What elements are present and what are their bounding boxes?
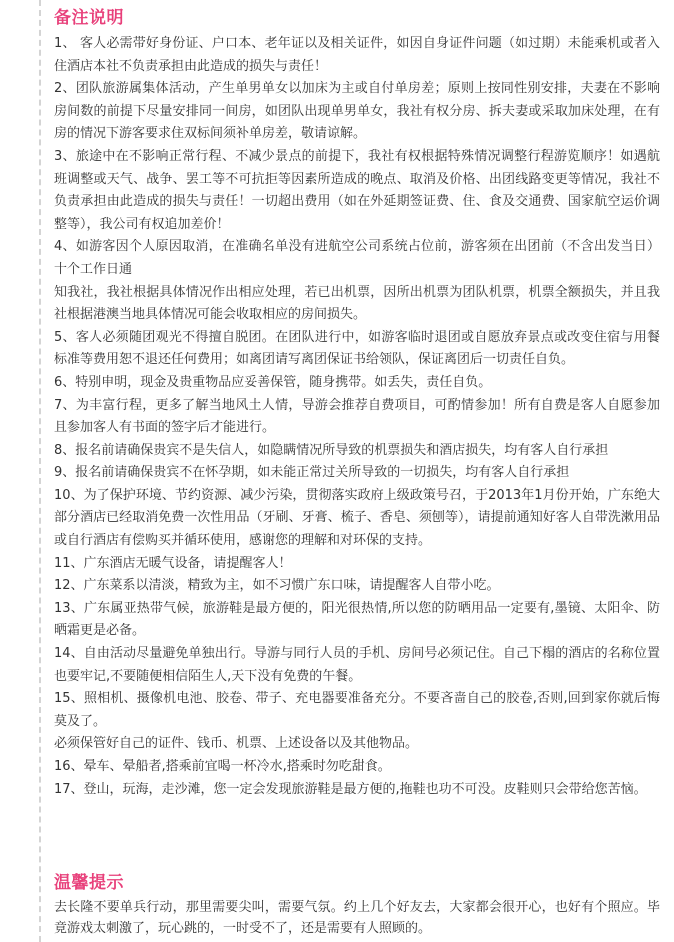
notes-item-11: 11、广东酒店无暖气设备，请提醒客人！	[54, 555, 292, 571]
tips-section	[54, 872, 660, 939]
dashed-divider	[39, 0, 41, 942]
notes-item-12: 12、广东菜系以清淡，精致为主，如不习惯广东口味，请提醒客人自带小吃。	[54, 578, 500, 594]
notes-item-14: 14、自由活动尽量避免单独出行。导游与同行人员的手机、房间号必须记住。自己下榻的酒店的名称位置也要牢记,不要随便相信陌生人,天下没有免费的午餐。	[54, 646, 660, 684]
notes-item-8: 8、报名前请确保贵宾不是失信人，如隐瞒情况所导致的机票损失和酒店损失，均有客人自行承担	[54, 442, 609, 458]
notes-item-4: 4、如游客因个人原因取消，在准确名单没有进航空公司系统占位前，游客须在出团前（不含出发当日）十个工作日通	[54, 239, 660, 277]
notes-section	[54, 7, 660, 801]
notes-item-15-extra: 必须保管好自己的证件、钱币、机票、上述设备以及其他物品。	[54, 736, 419, 752]
notes-item-5: 5、客人必须随团观光不得擅自脱团。在团队进行中，如游客临时退团或自愿放弃景点或改变住宿与用餐标准等费用恕不退还任何费用；如离团请写离团保证书给领队，保证离团后一切责任自负。	[54, 329, 660, 368]
notes-item-7: 7、为丰富行程，更多了解当地风土人情，导游会推荐自费项目，可酌情参加！所有自费是客人自愿参加且参加客人有书面的签字后才能进行。	[54, 397, 660, 436]
notes-title: 备注说明	[54, 8, 124, 28]
notes-item-1: 1、 客人必需带好身份证、户口本、老年证以及相关证件，如因自身证件问题（如过期）未能乘机或者入住酒店本社不负责承担由此造成的损失与责任！	[54, 36, 660, 74]
tips-paragraph: 去长隆不要单兵行动，那里需要尖叫，需要气氛。约上几个好友去，大家都会很开心，也好有个照应。毕竟游戏太刺激了，玩心跳的，一时受不了，还是需要有人照顾的。	[54, 900, 660, 936]
notes-item-10: 10、为了保护环境、节约资源、减少污染，贯彻落实政府上级政策号召，于2013年1月份开始，广东绝大部分酒店已经取消免费一次性用品（牙刷、牙膏、梳子、香皂、须刨等），请提前通知好客人自带洗漱用品或自行酒店有偿购买并循环使用，感谢您的理解和对环保的支持。	[54, 487, 660, 549]
notes-item-17: 17、登山，玩海，走沙滩，您一定会发现旅游鞋是最方便的,拖鞋也功不可没。皮鞋则只会带给您苦恼。	[54, 781, 647, 797]
notes-item-15: 15、照相机、摄像机电池、胶卷、带子、充电器要准备充分。不要吝啬自己的胶卷,否则,回到家你就后悔莫及了。	[54, 691, 660, 729]
notes-item-6: 6、特别申明，现金及贵重物品应妥善保管，随身携带。如丢失，责任自负。	[54, 374, 492, 390]
notes-item-4-continued: 知我社，我社根据具体情况作出相应处理，若已出机票，因所出机票为团队机票，机票全额损失，并且我社根据港澳当地具体情况可能会收取相应的房间损失。	[54, 284, 660, 323]
notes-item-13: 13、广东属亚热带气候，旅游鞋是最方便的，阳光很热情,所以您的防晒用品一定要有,墨镜、太阳伞、防晒霜更是必备。	[54, 600, 660, 639]
tips-title: 温馨提示	[54, 873, 124, 893]
notes-item-2: 2、团队旅游属集体活动，产生单男单女以加床为主或自付单房差；原则上按同性别安排，夫妻在不影响房间数的前提下尽量安排同一间房，如团队出现单男单女，我社有权分房、拆夫妻或采取加床处理，在有房的情况下游客要求住双标间须补单房差，敬请谅解。	[54, 81, 660, 142]
notes-item-3: 3、旅途中在不影响正常行程、不减少景点的前提下，我社有权根据特殊情况调整行程游览顺序！如遇航班调整或天气、战争、罢工等不可抗拒等因素所造成的晚点、取消及价格、出团线路变更等情况，我社不负责承担由此造成的损失与责任！一切超出费用（如在外延期签证费、住、食及交通费、国家航空运价调整等），我公司有权追加差价！	[54, 148, 660, 232]
notes-item-16: 16、晕车、晕船者,搭乘前宜喝一杯冷水,搭乘时勿吃甜食。	[54, 759, 391, 774]
notes-item-9: 9、报名前请确保贵宾不在怀孕期，如未能正常过关所导致的一切损失，均有客人自行承担	[54, 465, 570, 481]
